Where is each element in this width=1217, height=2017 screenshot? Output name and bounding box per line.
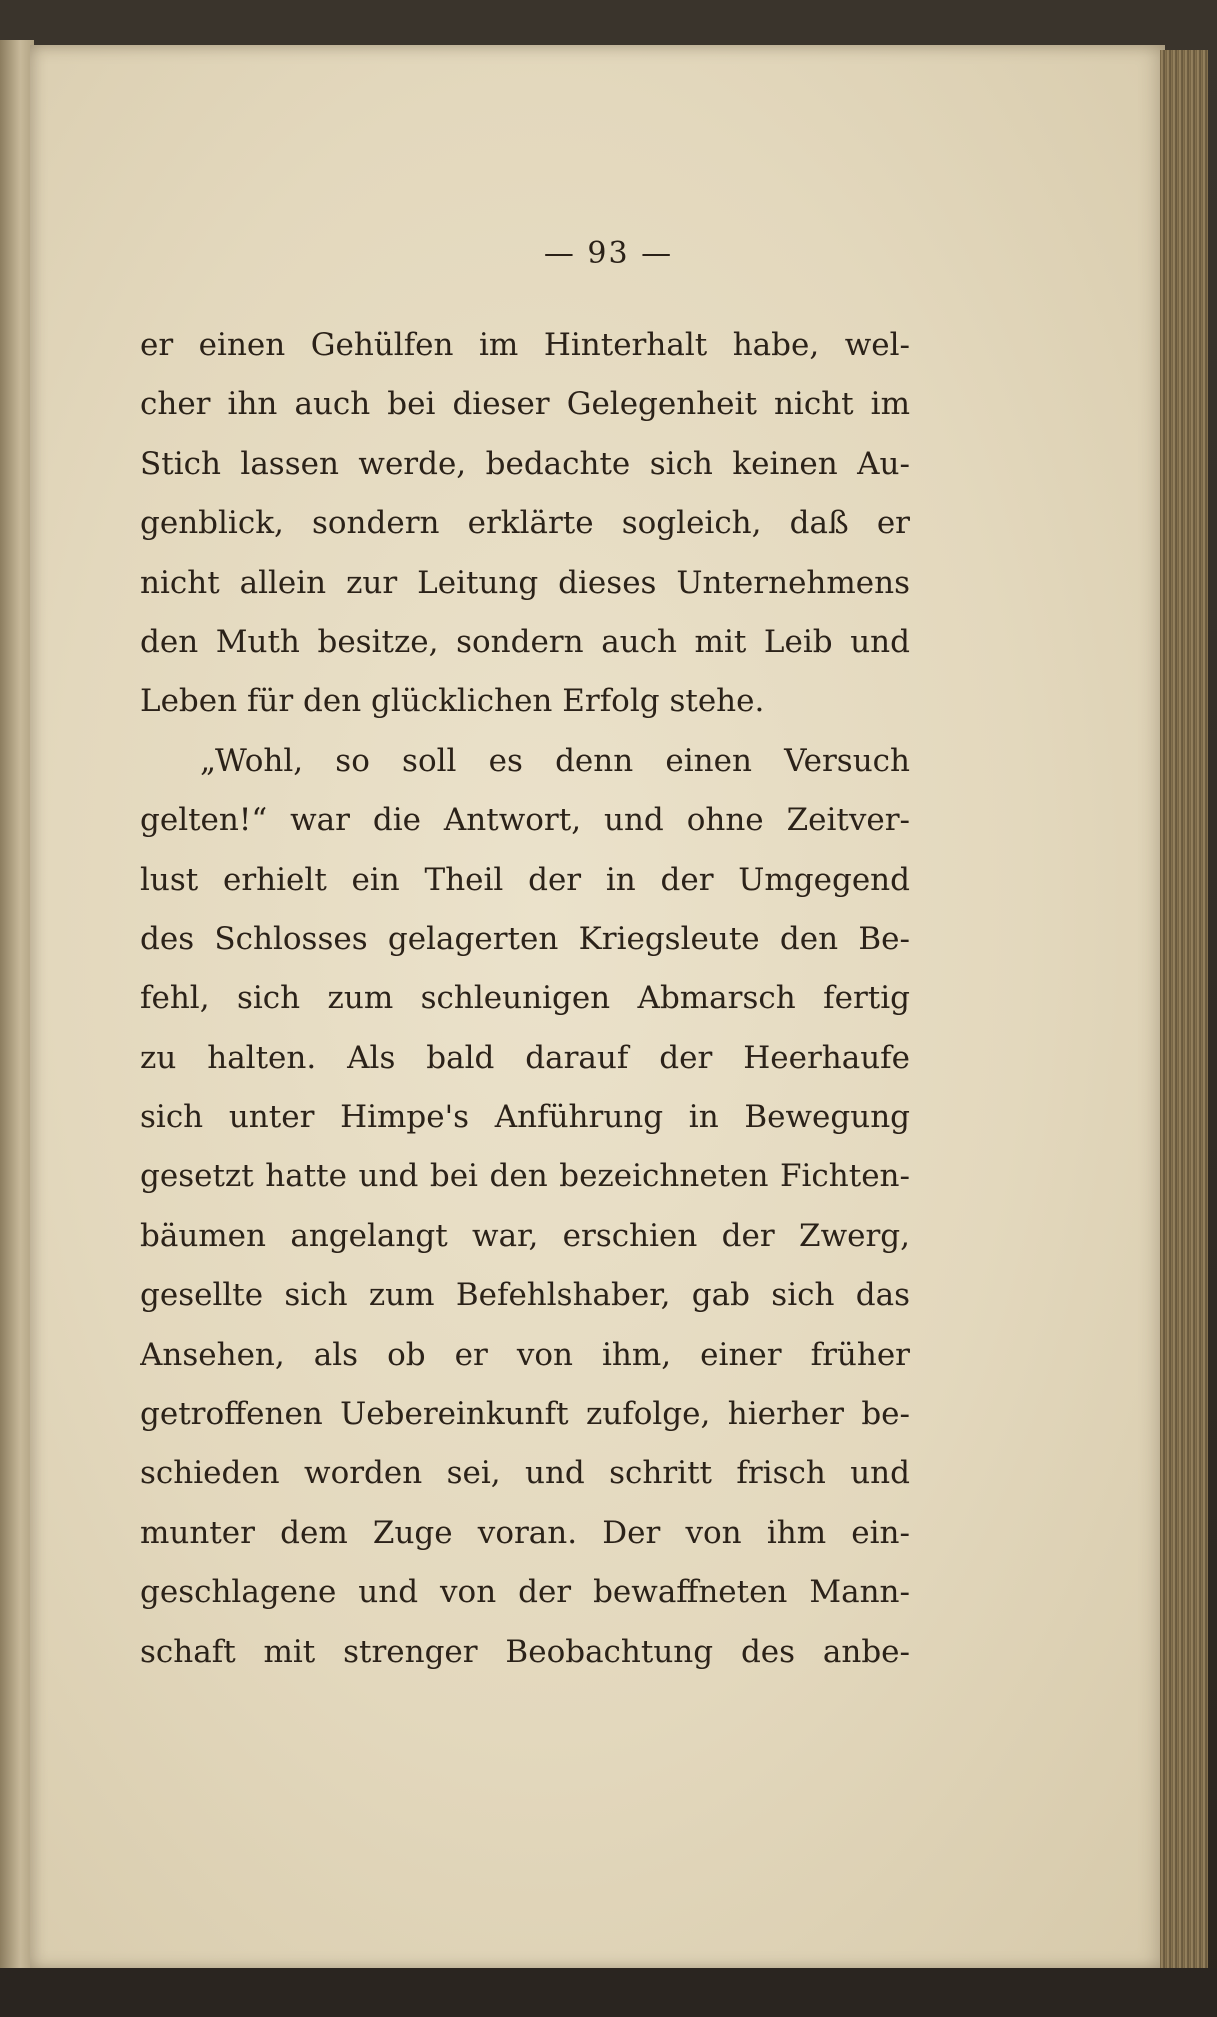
text-line: munter dem Zuge voran. Der von ihm ein- <box>140 1514 910 1551</box>
text-line: geschlagene und von der bewaffneten Mann- <box>140 1574 910 1611</box>
text-line: gesetzt hatte und bei den bezeichneten Fichten- <box>140 1158 910 1195</box>
text-line: sich unter Himpe's Anführung in Bewegung <box>140 1099 910 1136</box>
body-text <box>140 316 910 1682</box>
text-line: getroffenen Uebereinkunft zufolge, hierher be- <box>140 1396 910 1433</box>
text-line: er einen Gehülfen im Hinterhalt habe, wel- <box>140 327 910 363</box>
page-stack-edges <box>1160 50 1208 1970</box>
text-line: genblick, sondern erklärte sogleich, daß er <box>140 505 910 542</box>
text-line: lust erhielt ein Theil der in der Umgegend <box>140 861 910 898</box>
text-line: cher ihn auch bei dieser Gelegenheit nicht im <box>140 386 910 423</box>
text-line: zu halten. Als bald darauf der Heerhaufe <box>140 1039 910 1076</box>
text-line: Leben für den glücklichen Erfolg stehe. <box>140 683 765 720</box>
text-line: gesellte sich zum Befehlshaber, gab sich das <box>140 1277 910 1314</box>
text-line: schaft mit strenger Beobachtung des anbe- <box>140 1633 910 1670</box>
page-number-header: — 93 — <box>543 236 674 271</box>
text-line: des Schlosses gelagerten Kriegsleute den Be- <box>140 920 910 957</box>
text-line: Ansehen, als ob er von ihm, einer früher <box>140 1336 910 1373</box>
text-line: gelten!“ war die Antwort, und ohne Zeitver- <box>140 802 910 839</box>
text-line-indented: „Wohl, so soll es denn einen Versuch <box>200 742 910 779</box>
facing-page-edge <box>0 40 34 1970</box>
text-line: Stich lassen werde, bedachte sich keinen Au- <box>140 445 910 482</box>
text-line: nicht allein zur Leitung dieses Unternehmens <box>140 564 910 601</box>
text-line: den Muth besitze, sondern auch mit Leib und <box>140 623 910 660</box>
scan-bottom-band <box>0 1968 1217 2017</box>
text-line: bäumen angelangt war, erschien der Zwerg, <box>140 1217 910 1254</box>
text-line: fehl, sich zum schleunigen Abmarsch fertig <box>140 980 910 1017</box>
text-line: schieden worden sei, und schritt frisch und <box>140 1455 910 1492</box>
